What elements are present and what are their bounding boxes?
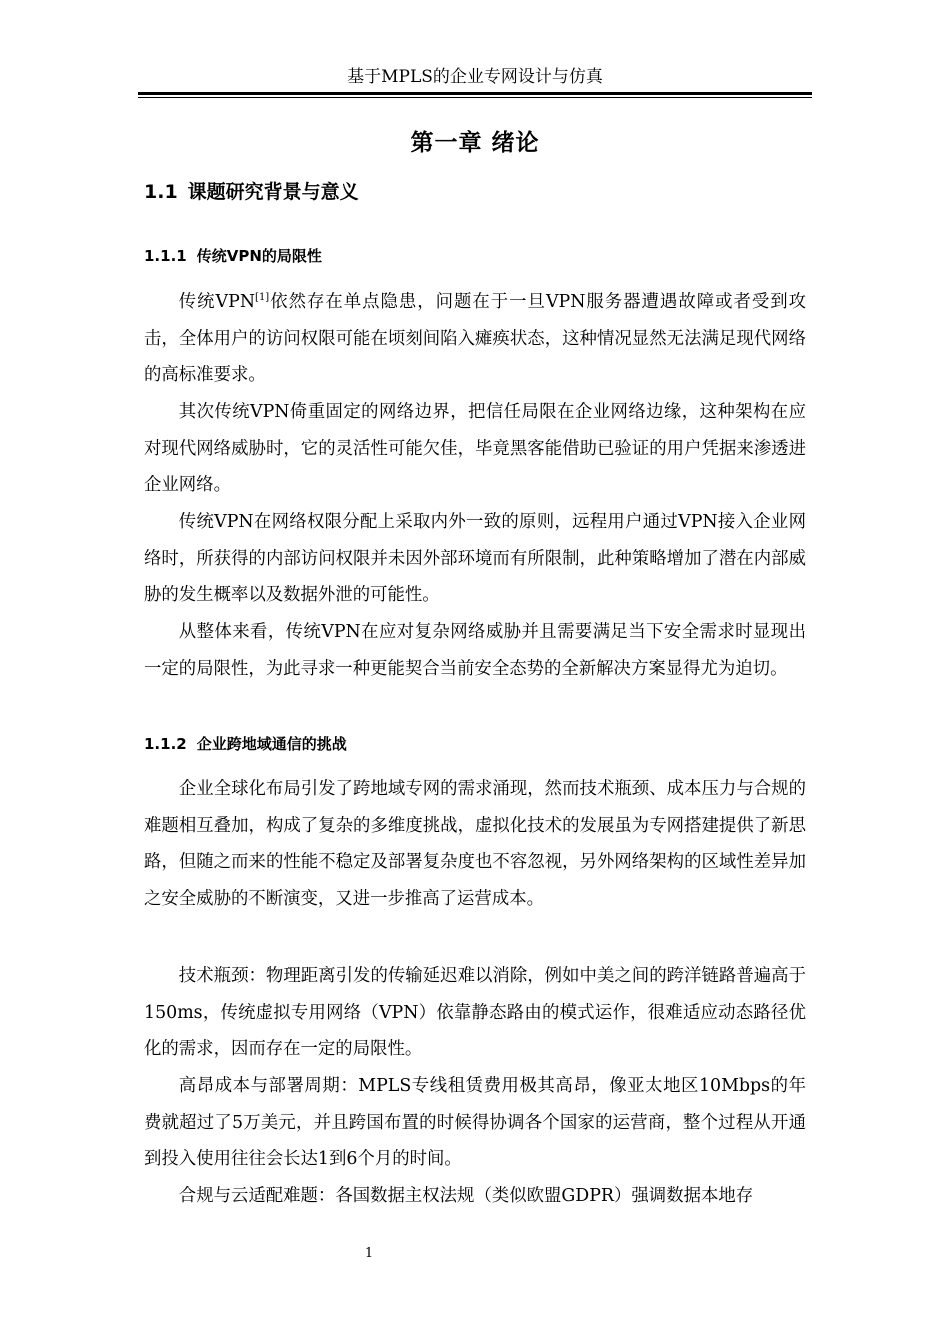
section-number: 1.1.2 xyxy=(144,735,187,753)
section-title: 企业跨地域通信的挑战 xyxy=(196,735,347,753)
page-number: 1 xyxy=(364,1246,374,1261)
paragraph xyxy=(144,284,806,394)
header-rule-thin xyxy=(138,97,812,98)
section-number: 1.1 xyxy=(144,181,178,203)
paragraph: 传统VPN在网络权限分配上采取内外一致的原则，远程用户通过VPN接入企业网络时，所获得的内部访问权限并未因外部环境而有所限制，此种策略增加了潜在内部威胁的发生概率以及数据外泄的可能性。 xyxy=(144,512,806,605)
chapter-title: 第一章 绪论 xyxy=(410,130,540,156)
paragraph: 企业全球化布局引发了跨地域专网的需求涌现，然而技术瓶颈、成本压力与合规的难题相互叠加，构成了复杂的多维度挑战，虚拟化技术的发展虽为专网搭建提供了新思路，但随之而来的性能不稳定及部署复杂度也不容忽视，另外网络架构的区域性差异加之安全威胁的不断演变，又进一步推高了运营成本。 xyxy=(144,779,806,909)
section-heading-1-1-1 xyxy=(144,243,322,269)
running-header: 基于MPLS的企业专网设计与仿真 xyxy=(347,67,603,87)
paragraph: 合规与云适配难题：各国数据主权法规（类似欧盟GDPR）强调数据本地存 xyxy=(178,1186,754,1206)
citation-marker: [1] xyxy=(255,292,270,303)
section-title: 课题研究背景与意义 xyxy=(187,181,359,203)
paragraph-text: 传统VPN xyxy=(178,292,256,312)
section-number: 1.1.1 xyxy=(144,247,187,265)
section-title: 传统VPN的局限性 xyxy=(196,247,322,265)
paragraph: 技术瓶颈：物理距离引发的传输延迟难以消除，例如中美之间的跨洋链路普遍高于150ms，传统虚拟专用网络（VPN）依靠静态路由的模式运作，很难适应动态路径优化的需求，因而存在一定的局限性。 xyxy=(144,966,806,1059)
paragraph: 从整体来看，传统VPN在应对复杂网络威胁并且需要满足当下安全需求时显现出一定的局限性，为此寻求一种更能契合当前安全态势的全新解决方案显得尤为迫切。 xyxy=(144,622,806,679)
section-heading-1-1 xyxy=(144,178,359,206)
paragraph-text: 依然存在单点隐患，问题在于一旦VPN服务器遭遇故障或者受到攻击，全体用户的访问权限可能在顷刻间陷入瘫痪状态，这种情况显然无法满足现代网络的高标准要求。 xyxy=(144,292,806,385)
paragraph: 其次传统VPN倚重固定的网络边界，把信任局限在企业网络边缘，这种架构在应对现代网络威胁时，它的灵活性可能欠佳，毕竟黑客能借助已验证的用户凭据来渗透进企业网络。 xyxy=(144,402,806,495)
header-rule-thick xyxy=(138,92,812,95)
section-heading-1-1-2 xyxy=(144,731,347,757)
paragraph: 高昂成本与部署周期：MPLS专线租赁费用极其高昂，像亚太地区10Mbps的年费就超过了5万美元，并且跨国布置的时候得协调各个国家的运营商，整个过程从开通到投入使用往往会长达1到6个月的时间。 xyxy=(144,1076,806,1169)
